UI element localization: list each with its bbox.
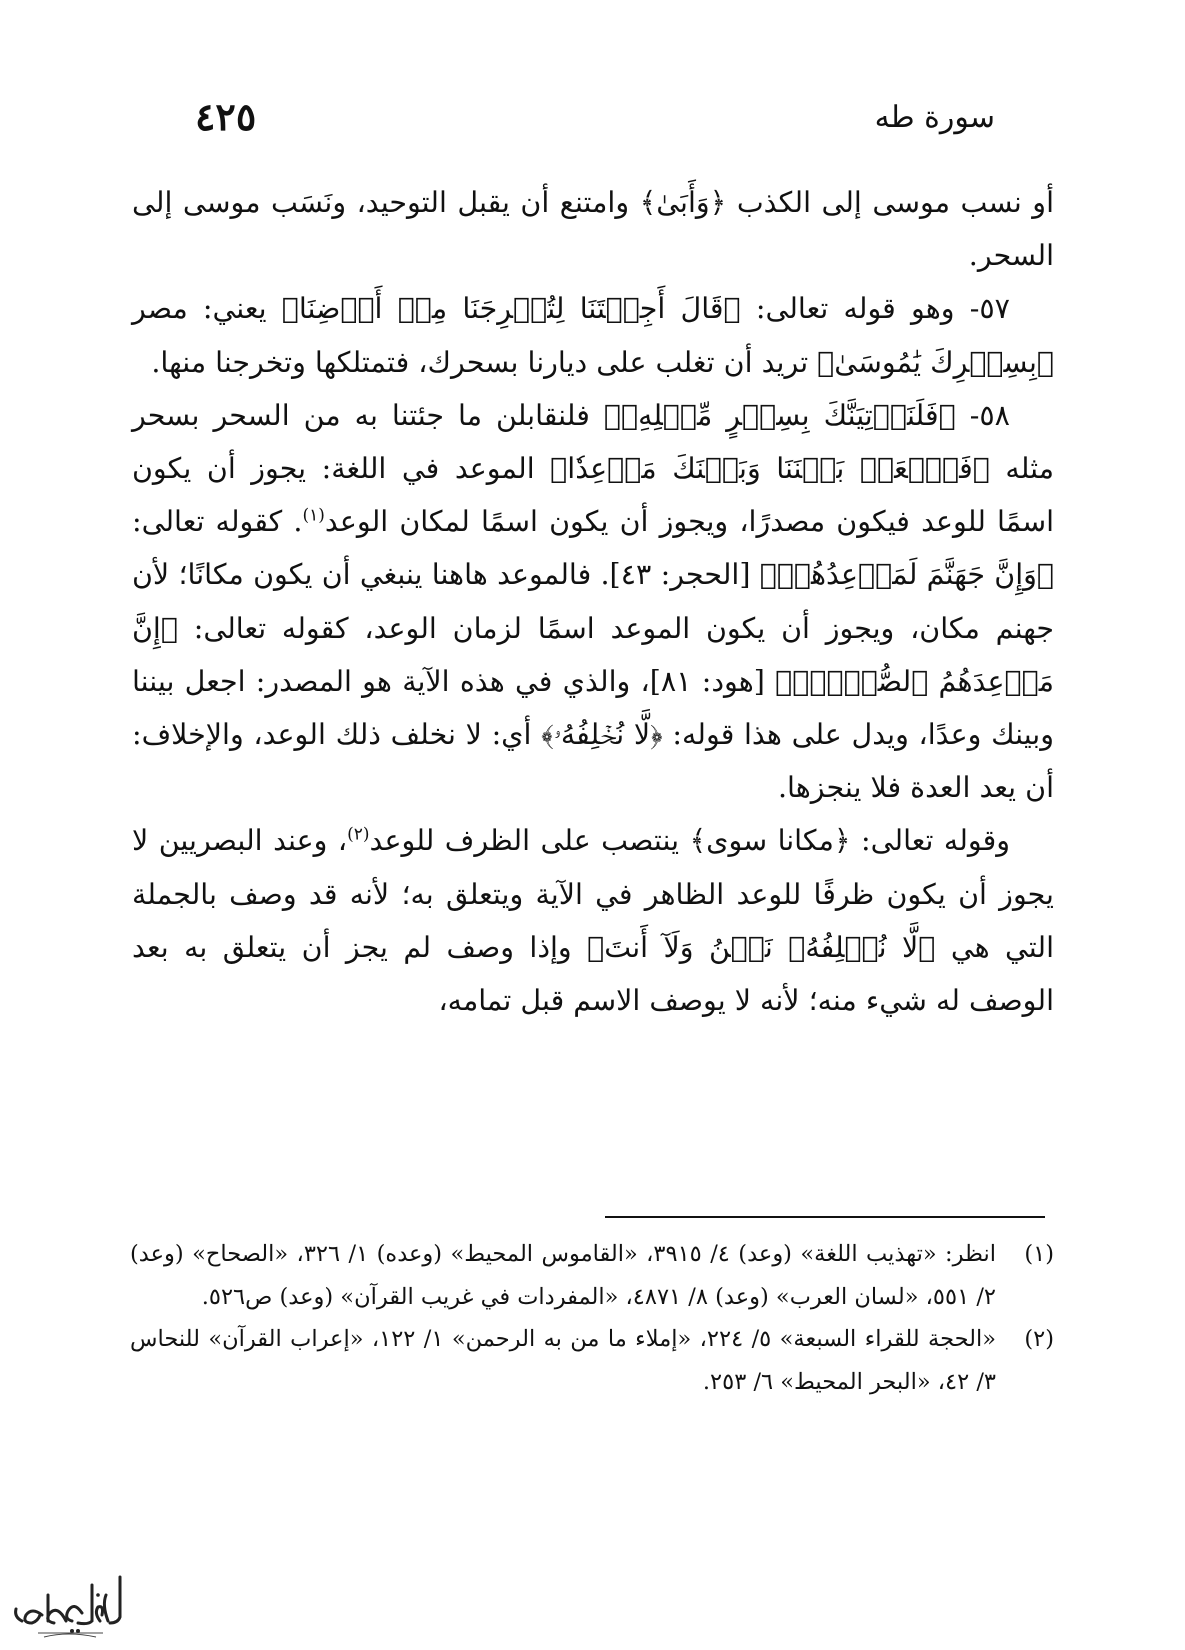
footnote-text: «الحجة للقراء السبعة» ٥/ ٢٢٤، «إملاء ما من به الرحمن» ١/ ١٢٢، «إعراب القرآن» للنحاس ٣/ ٤٢، «البحر المحيط» ٦/ ٢٥٣.: [130, 1326, 997, 1395]
footnote-reference-2[interactable]: (٢): [347, 824, 370, 845]
footnote-reference-1[interactable]: (١): [302, 505, 325, 526]
paragraph-makanan-suwa-part-b: ، وعند البصريين لا يجوز أن يكون ظرفًا للوعد الظاهر في الآية ويتعلق به؛ لأنه قد وصف بالجملة التي هي ﴿لَّا نُخۡلِفُهُۥ نَحۡنُ وَلَآ أَنتَ﴾ وإذا وصف لم يجز أن يتعلق به بعد الوصف له شيء منه؛ لأنه لا يوصف الاسم قبل تمامه،: [132, 824, 1054, 1018]
surah-title: سورة طه: [874, 100, 995, 135]
paragraph-verse-57: ٥٧- وهو قوله تعالى: ﴿قَالَ أَجِئۡتَنَا لِتُخۡرِجَنَا مِنۡ أَرۡضِنَا﴾ يعني: مصر ﴿بِسِحۡرِكَ يَٰمُوسَىٰ﴾ تريد أن تغلب على ديارنا بسحرك، فتمتلكها وتخرجنا منها.: [132, 292, 1054, 379]
paragraph-verse-58-part-a: ٥٨- ﴿فَلَنَأۡتِيَنَّكَ بِسِحۡرٍ مِّثۡلِهِۦ﴾ فلنقابلن ما جئتنا به من السحر بسحر مثله ﴿فَٱجۡعَلۡ بَيۡنَنَا وَبَيۡنَكَ مَوۡعِدٗا﴾ الموعد في اللغة: يجوز أن يكون اسمًا للوعد فيكون مصدرًا، ويجوز أن يكون اسمًا لمكان الوعد: [132, 398, 1054, 539]
footnote-number: (١): [1024, 1241, 1054, 1267]
paragraph-verse-58-part-b: . كقوله تعالى: ﴿وَإِنَّ جَهَنَّمَ لَمَوۡعِدُهُمۡ﴾ [الحجر: ٤٣]. فالموعد هاهنا ينبغي أن يكون مكانًا؛ لأن جهنم مكان، ويجوز أن يكون الموعد اسمًا لزمان الوعد، كقوله تعالى: ﴿إِنَّ مَوۡعِدَهُمُ ٱلصُّبۡحُۚ﴾ [هود: ٨١]، والذي في هذه الآية هو المصدر: اجعل بيننا وبينك وعدًا، ويدل على هذا قوله: ﴿لَّا نُخۡلِفُهُۥ﴾ أي: لا نخلف ذلك الوعد، والإخلاف: أن يعد العدة فلا ينجزها.: [132, 505, 1054, 805]
paragraph-makanan-suwa: [132, 814, 1054, 1027]
page-number: ٤٢٥: [195, 94, 257, 139]
footnotes: [130, 1233, 1054, 1403]
main-text: [132, 176, 1054, 1027]
calligraphy-stamp-logo: [8, 1565, 128, 1640]
footnote-text: انظر: «تهذيب اللغة» (وعد) ٤/ ٣٩١٥، «القاموس المحيط» (وعده) ١/ ٣٢٦، «الصحاح» (وعد) ٢/ ٥٥١، «لسان العرب» (وعد) ٨/ ٤٨٧١، «المفردات في غريب القرآن» (وعد) ص٥٢٦.: [130, 1241, 997, 1310]
footnote-2: [130, 1318, 1054, 1403]
paragraph-verse-58: [132, 389, 1054, 815]
footnote-number: (٢): [1024, 1326, 1054, 1352]
footnote-divider: [605, 1216, 1045, 1218]
footnote-1: [130, 1233, 1054, 1318]
stamp-logo-icon: [8, 1565, 128, 1640]
paragraph-1: أو نسب موسى إلى الكذب ﴿وَأَبَىٰ﴾ وامتنع أن يقبل التوحيد، ونَسَب موسى إلى السحر.: [132, 186, 1054, 273]
paragraph-makanan-suwa-part-a: وقوله تعالى: ﴿مكانا سوى﴾ ينتصب على الظرف للوعد: [369, 824, 1010, 858]
running-header: [195, 94, 995, 150]
